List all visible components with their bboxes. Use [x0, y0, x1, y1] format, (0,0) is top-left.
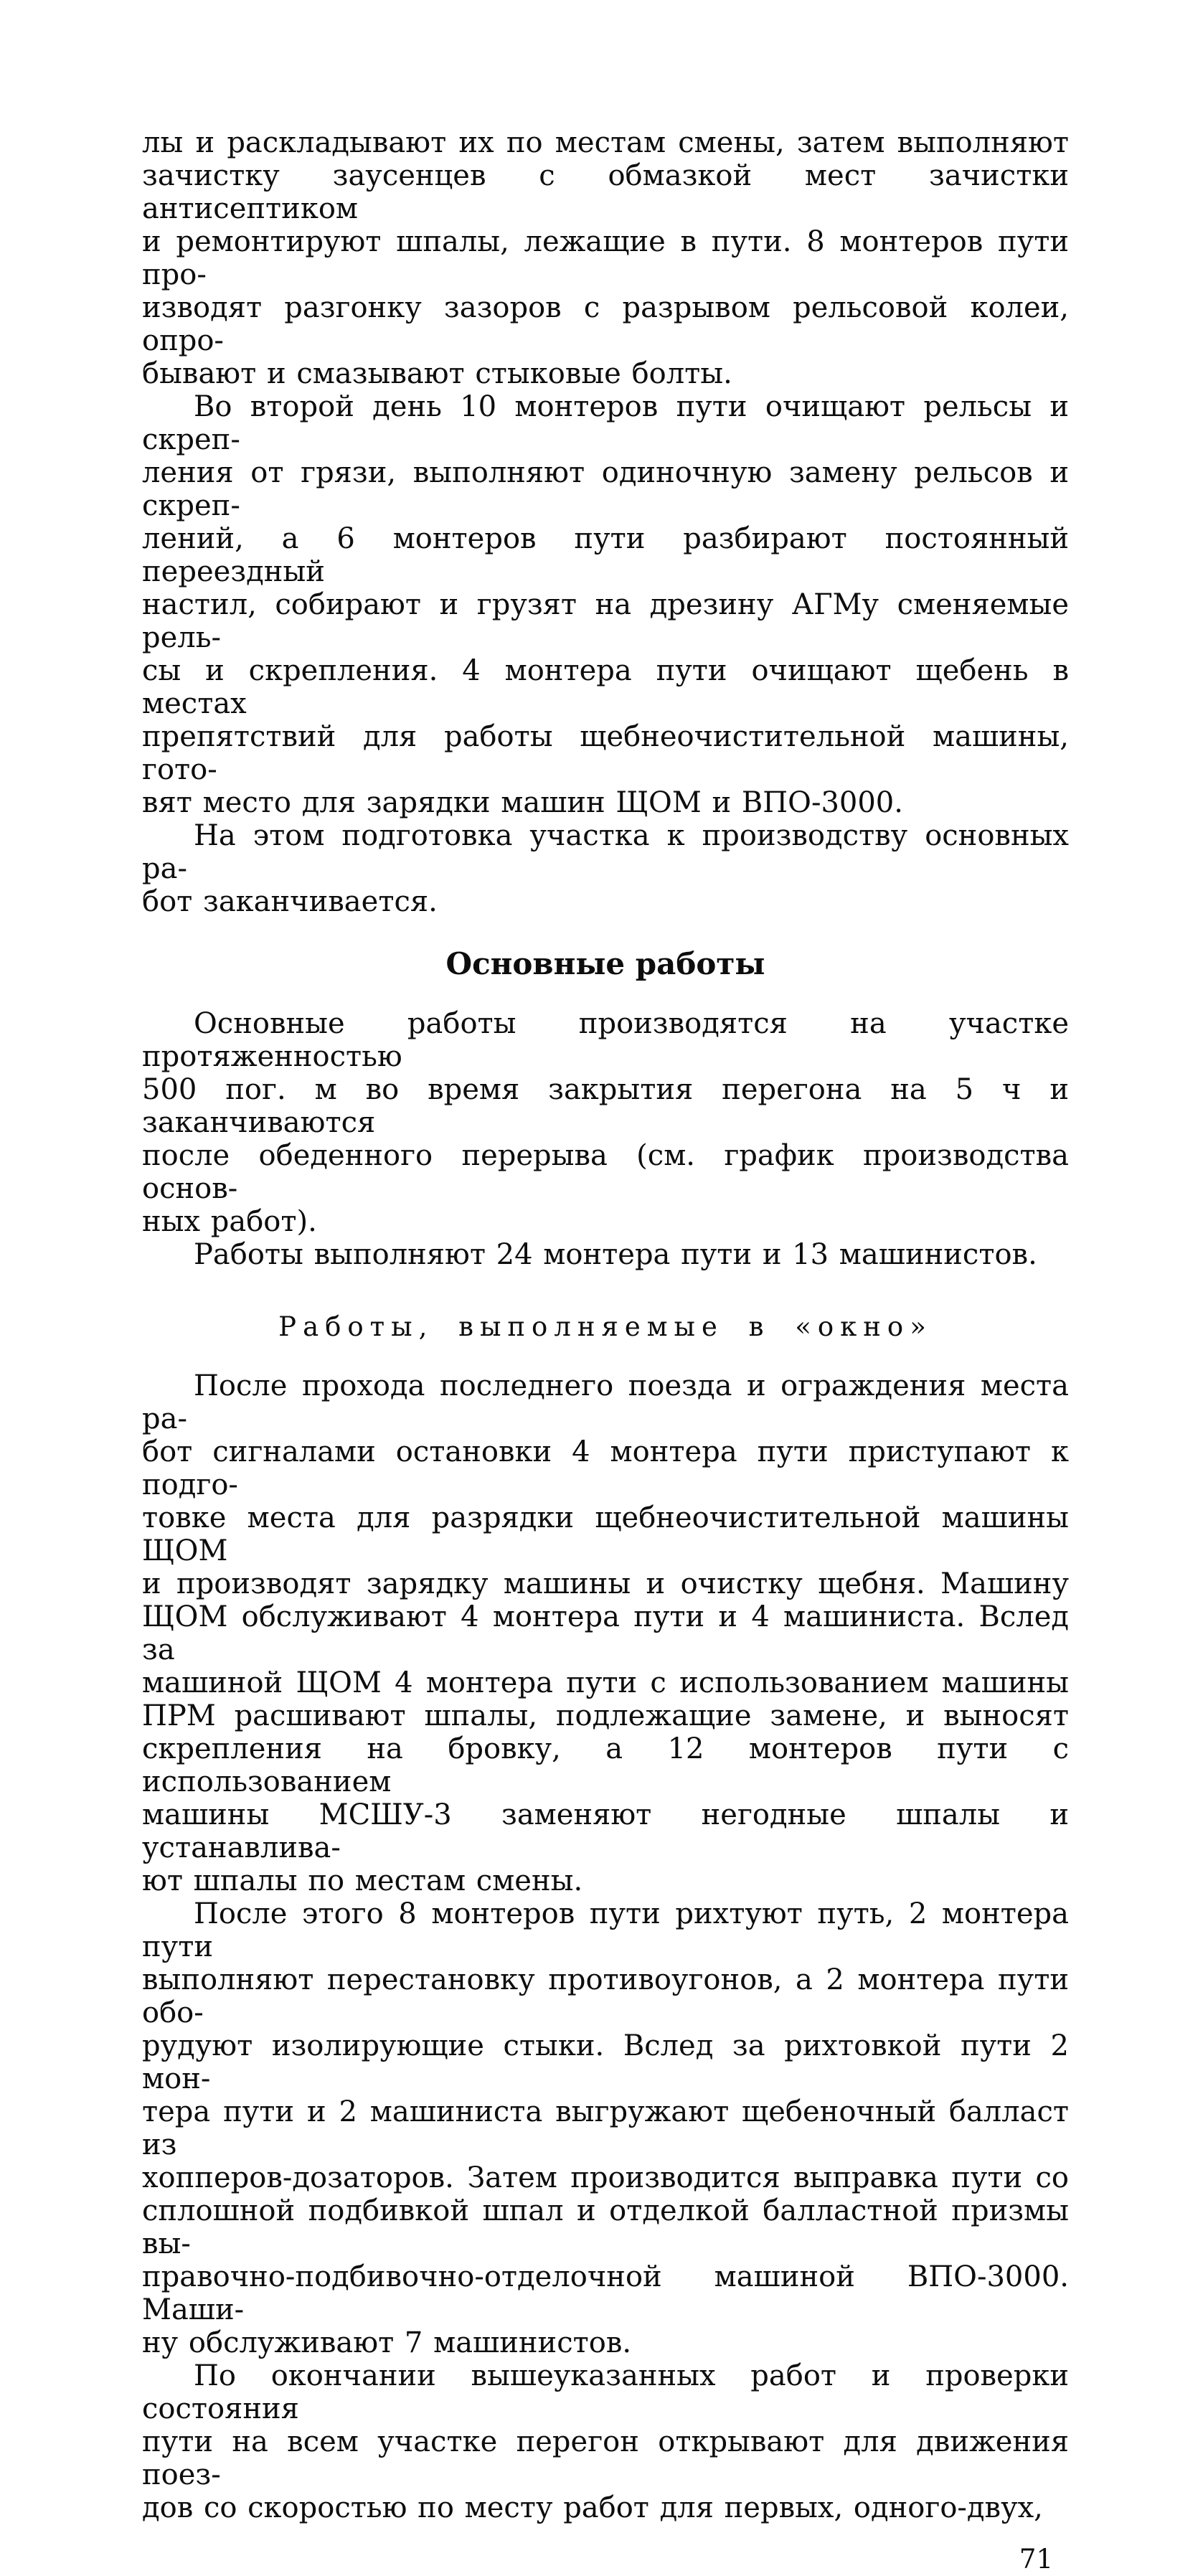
text-line: ПРМ расшивают шпалы, подлежащие замене, и выносят: [142, 1699, 1069, 1732]
text-line: после обеденного перерыва (см. график производства основ-: [142, 1139, 1069, 1205]
text-line: выполняют перестановку противоугонов, а 2 монтера пути обо-: [142, 1963, 1069, 2029]
text-line: настил, собирают и грузят на дрезину АГМу сменяемые рель-: [142, 588, 1069, 654]
text-line: и производят зарядку машины и очистку щебня. Машину: [142, 1567, 1069, 1600]
text-line: ЩОМ обслуживают 4 монтера пути и 4 машиниста. Вслед за: [142, 1600, 1069, 1666]
text-line: рудуют изолирующие стыки. Вслед за рихтовкой пути 2 мон-: [142, 2029, 1069, 2095]
text-line: пути на всем участке перегон открывают для движения поез-: [142, 2425, 1069, 2491]
text-line: бот заканчивается.: [142, 885, 438, 918]
text-line: ления от грязи, выполняют одиночную замену рельсов и скреп-: [142, 456, 1069, 522]
text-line: и ремонтируют шпалы, лежащие в пути. 8 монтеров пути про-: [142, 225, 1069, 291]
text-block: [142, 126, 1069, 2576]
text-line: товке места для разрядки щебнеочистительной машины ЩОМ: [142, 1501, 1069, 1567]
text-line: тера пути и 2 машиниста выгружают щебеночный балласт из: [142, 2095, 1069, 2161]
paragraph: [142, 1007, 1069, 1238]
paragraph: [142, 1238, 1069, 1271]
text-line: После прохода последнего поезда и ограждения места ра-: [142, 1369, 1069, 1435]
text-line: ну обслуживают 7 машинистов.: [142, 2326, 632, 2359]
text-line: 500 пог. м во время закрытия перегона на 5 ч и заканчиваются: [142, 1073, 1069, 1139]
text-line: На этом подготовка участка к производству основных ра-: [142, 819, 1069, 885]
page-number: 71: [1019, 2544, 1053, 2575]
text-line: зачистку заусенцев с обмазкой мест зачистки антисептиком: [142, 159, 1069, 225]
text-line: правочно-подбивочно-отделочной машиной ВПО-3000. Маши-: [142, 2260, 1069, 2326]
text-line: дов со скоростью по месту работ для первых, одного-двух,: [142, 2491, 1043, 2524]
text-line: сплошной подбивкой шпал и отделкой балластной призмы вы-: [142, 2194, 1069, 2260]
text-line: бывают и смазывают стыковые болты.: [142, 357, 732, 390]
text-line: лы и раскладывают их по местам смены, затем выполняют: [142, 126, 1069, 159]
text-line: изводят разгонку зазоров с разрывом рельсовой колеи, опро-: [142, 291, 1069, 357]
paragraph: [142, 126, 1069, 390]
text-line: бот сигналами остановки 4 монтера пути приступают к подго-: [142, 1435, 1069, 1501]
paragraph: [142, 1897, 1069, 2359]
text-line: Работы выполняют 24 монтера пути и 13 машинистов.: [194, 1238, 1037, 1271]
text-line: Основные работы производятся на участке протяженностью: [142, 1007, 1069, 1073]
text-line: хопперов-дозаторов. Затем производится выправка пути со: [142, 2161, 1069, 2194]
text-line: Во второй день 10 монтеров пути очищают рельсы и скреп-: [142, 390, 1069, 456]
text-line: После этого 8 монтеров пути рихтуют путь, 2 монтера пути: [142, 1897, 1069, 1963]
text-line: вят место для зарядки машин ЩОМ и ВПО-3000.: [142, 786, 903, 819]
paragraph: [142, 390, 1069, 819]
paragraph: [142, 819, 1069, 918]
text-line: лений, а 6 монтеров пути разбирают постоянный переездный: [142, 522, 1069, 588]
text-line: ных работ).: [142, 1205, 317, 1238]
paragraph: [142, 2359, 1069, 2524]
text-line: сы и скрепления. 4 монтера пути очищают щебень в местах: [142, 654, 1069, 720]
text-line: препятствий для работы щебнеочистительной машины, гото-: [142, 720, 1069, 786]
text-line: машиной ЩОМ 4 монтера пути с использованием машины: [142, 1666, 1069, 1699]
text-line: машины МСШУ-3 заменяют негодные шпалы и устанавлива-: [142, 1798, 1069, 1864]
text-line: По окончании вышеуказанных работ и проверки состояния: [142, 2359, 1069, 2425]
text-line: ют шпалы по местам смены.: [142, 1864, 583, 1897]
section-heading: Основные работы: [445, 946, 765, 981]
paragraph: [142, 1369, 1069, 1897]
text-line: скрепления на бровку, а 12 монтеров пути с использованием: [142, 1732, 1069, 1798]
subsection-heading: Работы, выполняемые в «окно»: [278, 1311, 933, 1342]
